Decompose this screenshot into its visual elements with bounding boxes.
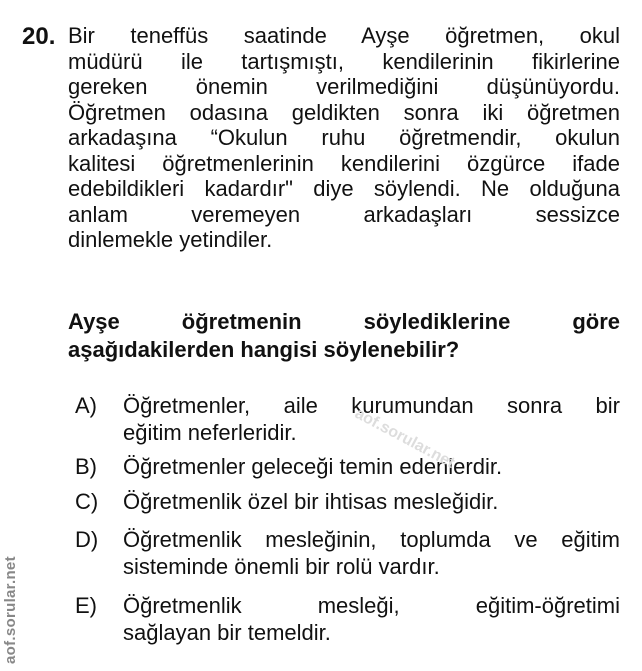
option-letter: A) <box>75 393 97 418</box>
text-line: Ayşe öğretmenin söylediklerine göre <box>68 309 620 334</box>
text-line: edebildikleri kadardır" diye söylendi. Ne olduğuna <box>68 176 620 201</box>
text-line: Bir teneffüs saatinde Ayşe öğretmen, okul <box>68 23 620 48</box>
option-letter: B) <box>75 454 97 479</box>
option-text <box>123 453 620 480</box>
text-line: arkadaşına “Okulun ruhu öğretmendir, okulun <box>68 125 620 150</box>
question-stem <box>68 23 620 253</box>
text-line: anlam veremeyen arkadaşları sessizce <box>68 201 620 227</box>
option-text <box>123 592 620 646</box>
option-text <box>123 526 620 580</box>
option-letter: E) <box>75 593 97 618</box>
text-line: Öğretmen odasına geldikten sonra iki öğretmen <box>68 99 620 125</box>
text-line: sağlayan bir temeldir. <box>123 620 331 645</box>
option-a[interactable] <box>75 392 620 446</box>
text-line: kalitesi öğretmenlerinin kendilerini özgürce ifade <box>68 150 620 176</box>
option-d[interactable] <box>75 526 620 580</box>
watermark-side: aof.sorular.net <box>2 556 19 664</box>
text-line: Öğretmenlik mesleğinin, toplumda ve eğitim <box>123 527 620 552</box>
option-letter: C) <box>75 489 99 514</box>
text-line: Öğretmenler, aile kurumundan sonra bir <box>123 393 620 418</box>
text-line: eğitim neferleridir. <box>123 420 297 445</box>
option-e[interactable] <box>75 592 620 646</box>
watermark-diagonal: aof.sorular.net <box>352 405 458 472</box>
option-text <box>123 488 620 515</box>
text-line: dinlemekle yetindiler. <box>68 227 273 252</box>
question-number: 20. <box>22 23 56 50</box>
text-line: gereken önemin verilmediğini düşünüyordu. <box>68 74 620 99</box>
text-line: Öğretmenlik özel bir ihtisas mesleğidir. <box>123 489 499 514</box>
option-b[interactable] <box>75 453 620 480</box>
text-line: Öğretmenlik mesleği, eğitim-öğretimi <box>123 593 620 618</box>
option-c[interactable] <box>75 488 620 515</box>
text-line: sisteminde önemli bir rolü vardır. <box>123 554 440 579</box>
text-line: Öğretmenler geleceği temin edenlerdir. <box>123 454 503 479</box>
text-line: aşağıdakilerden hangisi söylenebilir? <box>68 337 460 362</box>
text-line: müdürü ile tartışmıştı, kendilerinin fikirlerine <box>68 48 620 74</box>
question-prompt <box>68 308 620 364</box>
option-letter: D) <box>75 527 99 552</box>
